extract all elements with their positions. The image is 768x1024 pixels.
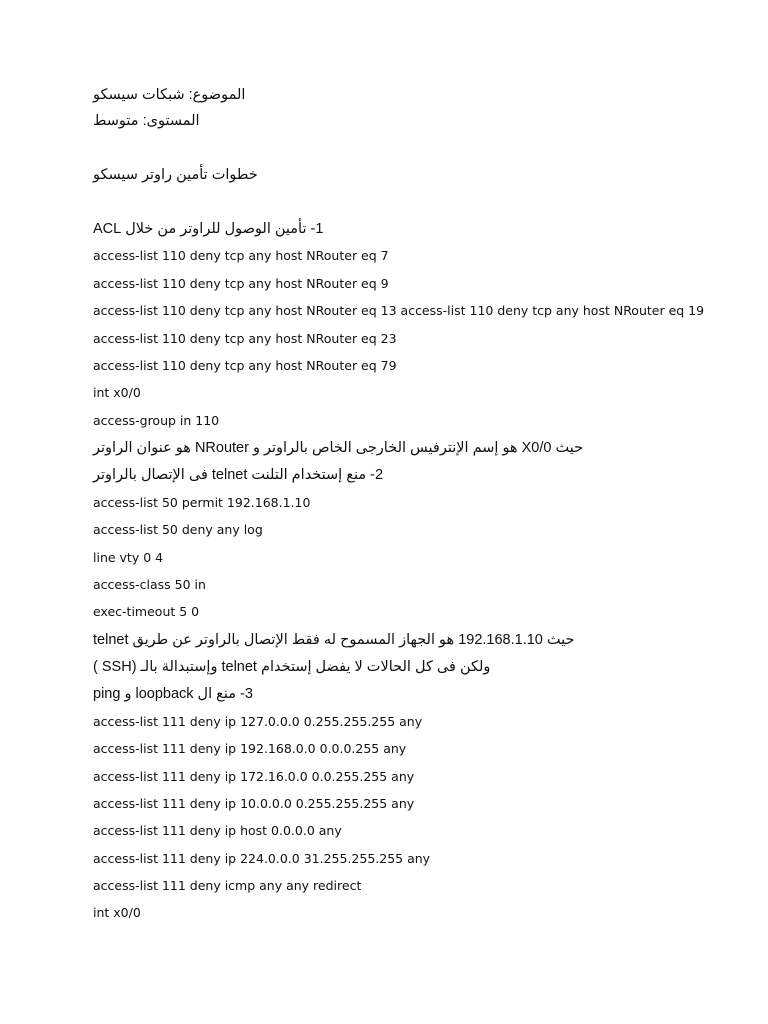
code-line: access-list 110 deny tcp any host NRouter eq 7 [93, 248, 389, 263]
code-line: access-list 111 deny ip 127.0.0.0 0.255.255.255 any [93, 714, 423, 729]
code-line: access-list 111 deny ip 172.16.0.0 0.0.255.255 any [93, 769, 415, 784]
level-line: المستوى: متوسط [93, 113, 200, 129]
code-line: access-list 50 deny any log [93, 522, 263, 537]
code-line: access-list 111 deny icmp any any redirect [93, 878, 362, 893]
code-line: exec-timeout 5 0 [93, 604, 200, 619]
section3-heading: 3- منع ال loopback و ping [93, 686, 253, 702]
code-line: int x0/0 [93, 905, 141, 920]
code-line: access-list 110 deny tcp any host NRouter eq 9 [93, 276, 389, 291]
section1-note: حيث X0/0 هو إسم الإنترفيس الخارجى الخاص بالراوتر و NRouter هو عنوان الراوتر [93, 440, 584, 456]
code-line: access-list 111 deny ip 192.168.0.0 0.0.0.255 any [93, 741, 407, 756]
code-line: access-list 111 deny ip 10.0.0.0 0.255.255.255 any [93, 796, 415, 811]
section2-note-2: ولكن فى كل الحالات لا يفضل إستخدام telnet وإستبدالة بالـ (SSH ) [93, 659, 491, 675]
code-line: access-list 110 deny tcp any host NRouter eq 79 [93, 358, 397, 373]
section2-heading: 2- منع إستخدام التلنت telnet فى الإتصال بالراوتر [93, 467, 384, 483]
code-line: access-class 50 in [93, 577, 206, 592]
section1-heading: 1- تأمين الوصول للراوتر من خلال ACL [93, 221, 324, 237]
code-line: access-list 50 permit 192.168.1.10 [93, 495, 311, 510]
code-line: access-list 110 deny tcp any host NRouter eq 23 [93, 331, 397, 346]
document-title: خطوات تأمين راوتر سيسكو [93, 167, 258, 183]
code-line: access-list 111 deny ip host 0.0.0.0 any [93, 823, 342, 838]
code-line: int x0/0 [93, 385, 141, 400]
code-line: access-list 110 deny tcp any host NRouter eq 13 access-list 110 deny tcp any host NRouter eq 19 [93, 303, 705, 318]
subject-line: الموضوع: شبكات سيسكو [93, 87, 246, 103]
code-line: access-list 111 deny ip 224.0.0.0 31.255.255.255 any [93, 851, 431, 866]
code-line: line vty 0 4 [93, 550, 164, 565]
code-line: access-group in 110 [93, 413, 220, 428]
section2-note-1: حيث 192.168.1.10 هو الجهاز المسموح له فقط الإتصال بالراوتر عن طريق telnet [93, 632, 575, 648]
